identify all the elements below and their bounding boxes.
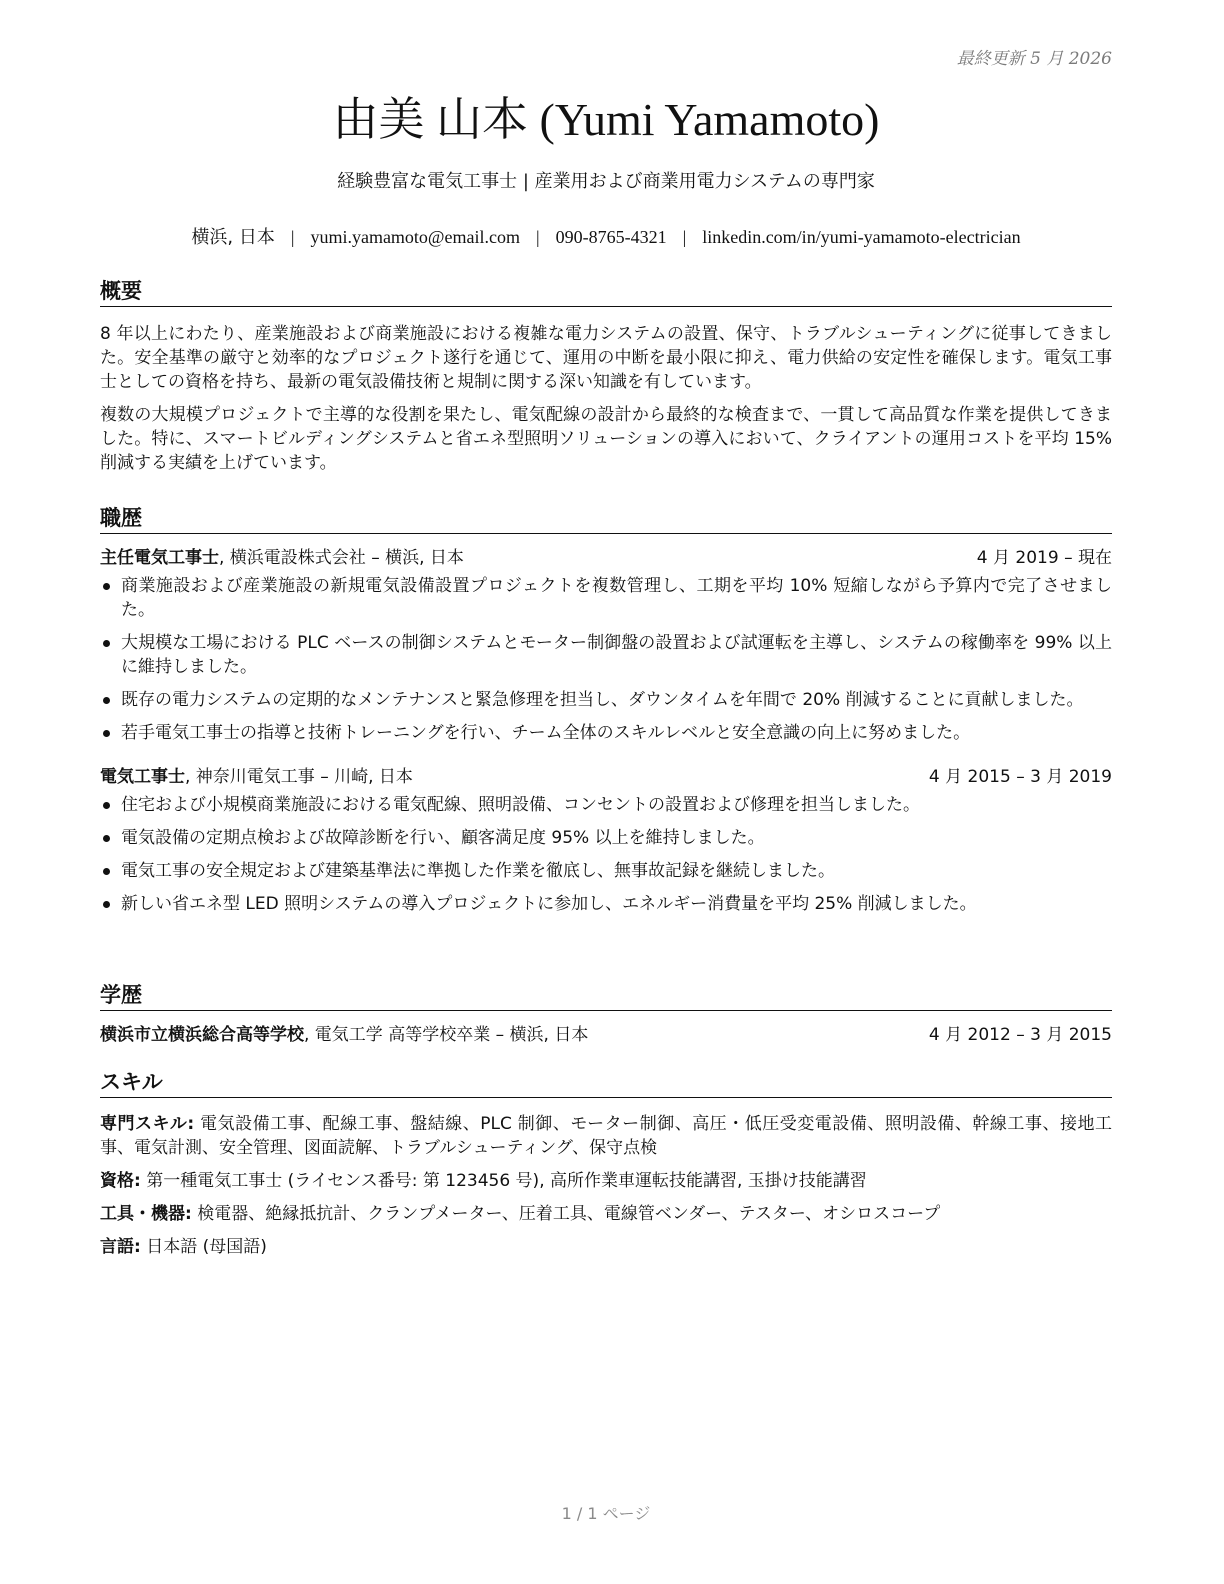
candidate-name: 由美 山本 (Yumi Yamamoto) — [332, 94, 880, 145]
skill-line — [100, 1169, 1112, 1193]
education-detail: , 電気工学 高等学校卒業 – 横浜, 日本 — [304, 1025, 589, 1045]
section-title-summary: 概要 — [100, 277, 1112, 307]
job-header — [100, 546, 1112, 570]
skill-label: 言語: — [100, 1237, 141, 1257]
education-entry — [100, 1023, 1112, 1047]
bullet-text: 住宅および小規模商業施設における電気配線、照明設備、コンセントの設置および修理を担当しました。 — [121, 795, 920, 815]
bullet-icon — [103, 730, 110, 737]
job-title-line — [100, 546, 464, 570]
list-item — [100, 574, 1112, 622]
skill-text: 日本語 (母国語) — [140, 1237, 267, 1257]
skill-label: 資格: — [100, 1171, 141, 1191]
page-number: 1 / 1 ページ — [561, 1504, 651, 1523]
skill-line — [100, 1202, 1112, 1226]
experience-section — [100, 504, 1112, 916]
contact-phone[interactable]: 090-8765-4321 — [555, 227, 667, 247]
job-entry — [100, 765, 1112, 916]
job-dates: 4 月 2015 – 3 月 2019 — [928, 767, 1112, 787]
bullet-text: 電気工事の安全規定および建築基準法に準拠した作業を徹底し、無事故記録を継続しました。 — [121, 861, 835, 881]
skill-line — [100, 1112, 1112, 1160]
bullet-icon — [103, 640, 110, 647]
skill-line — [100, 1235, 1112, 1259]
education-dates: 4 月 2012 – 3 月 2015 — [928, 1025, 1112, 1045]
summary-paragraph: 複数の大規模プロジェクトで主導的な役割を果たし、電気配線の設計から最終的な検査まで、一貫して高品質な作業を提供してきました。特に、スマートビルディングシステムと省エネ型照明ソリューションの導入において、クライアントの運用コストを平均 15% 削減する実績を上げています。 — [100, 405, 1112, 473]
skill-text: 電気設備工事、配線工事、盤結線、PLC 制御、モーター制御、高圧・低圧受変電設備、照明設備、幹線工事、接地工事、電気計測、安全管理、図面読解、トラブルシューティング、保守点検 — [100, 1114, 1112, 1158]
headline: 経験豊富な電気工事士 | 産業用および商業用電力システムの専門家 — [337, 171, 875, 192]
job-role: 主任電気工事士 — [100, 548, 219, 568]
section-title-education: 学歴 — [100, 981, 1112, 1011]
list-item — [100, 721, 1112, 745]
bullet-icon — [103, 835, 110, 842]
skills-section — [100, 1068, 1112, 1259]
education-title-line — [100, 1023, 588, 1047]
skill-label: 工具・機器: — [100, 1204, 192, 1224]
skill-text: 検電器、絶縁抵抗計、クランプメーター、圧着工具、電線管ベンダー、テスター、オシロスコープ — [191, 1204, 941, 1224]
list-item — [100, 631, 1112, 679]
job-dates: 4 月 2019 – 現在 — [976, 548, 1112, 568]
contact-linkedin[interactable]: linkedin.com/in/yumi-yamamoto-electrician — [702, 227, 1021, 247]
bullet-text: 電気設備の定期点検および故障診断を行い、顧客満足度 95% 以上を維持しました。 — [121, 828, 765, 848]
last-updated: 最終更新 5 月 2026 — [956, 49, 1112, 69]
bullet-text: 商業施設および産業施設の新規電気設備設置プロジェクトを複数管理し、工期を平均 10% 短縮しながら予算内で完了させました。 — [121, 576, 1112, 620]
list-item — [100, 793, 1112, 817]
job-role: 電気工事士 — [100, 767, 185, 787]
job-entry — [100, 546, 1112, 745]
section-title-experience: 職歴 — [100, 504, 1112, 534]
skill-label: 専門スキル: — [100, 1114, 195, 1134]
job-header — [100, 765, 1112, 789]
list-item — [100, 826, 1112, 850]
summary-paragraph: 8 年以上にわたり、産業施設および商業施設における複雑な電力システムの設置、保守、トラブルシューティングに従事してきました。安全基準の厳守と効率的なプロジェクト遂行を通じて、運用の中断を最小限に抑え、電力供給の安定性を確保します。電気工事士としての資格を持ち、最新の電気設備技術と規制に関する深い知識を有しています。 — [100, 324, 1112, 392]
contact-email[interactable]: yumi.yamamoto@email.com — [310, 227, 520, 247]
list-item — [100, 859, 1112, 883]
contact-separator: | — [290, 227, 295, 247]
bullet-text: 既存の電力システムの定期的なメンテナンスと緊急修理を担当し、ダウンタイムを年間で 20% 削減することに貢献しました。 — [121, 690, 1084, 710]
job-company: , 神奈川電気工事 – 川崎, 日本 — [185, 767, 413, 787]
bullet-icon — [103, 868, 110, 875]
contact-separator: | — [682, 227, 687, 247]
job-bullets — [100, 793, 1112, 916]
bullet-icon — [103, 901, 110, 908]
education-section — [100, 981, 1112, 1047]
list-item — [100, 892, 1112, 916]
contact-location: 横浜, 日本 — [191, 227, 275, 248]
bullet-text: 新しい省エネ型 LED 照明システムの導入プロジェクトに参加し、エネルギー消費量を平均 25% 削減しました。 — [121, 894, 977, 914]
contact-separator: | — [535, 227, 540, 247]
job-company: , 横浜電設株式会社 – 横浜, 日本 — [219, 548, 464, 568]
section-title-skills: スキル — [100, 1068, 1112, 1098]
job-bullets — [100, 574, 1112, 745]
bullet-text: 若手電気工事士の指導と技術トレーニングを行い、チーム全体のスキルレベルと安全意識の向上に努めました。 — [121, 723, 971, 743]
school-name: 横浜市立横浜総合高等学校 — [100, 1025, 304, 1045]
resume-page — [100, 0, 1112, 1584]
bullet-icon — [103, 697, 110, 704]
bullet-icon — [103, 802, 110, 809]
skill-text: 第一種電気工事士 (ライセンス番号: 第 123456 号), 高所作業車運転技能講習, 玉掛け技能講習 — [140, 1171, 867, 1191]
contact-line — [100, 224, 1112, 251]
bullet-text: 大規模な工場における PLC ベースの制御システムとモーター制御盤の設置および試運転を主導し、システムの稼働率を 99% 以上に維持しました。 — [121, 633, 1112, 677]
job-title-line — [100, 765, 413, 789]
summary-section — [100, 277, 1112, 475]
list-item — [100, 688, 1112, 712]
bullet-icon — [103, 583, 110, 590]
